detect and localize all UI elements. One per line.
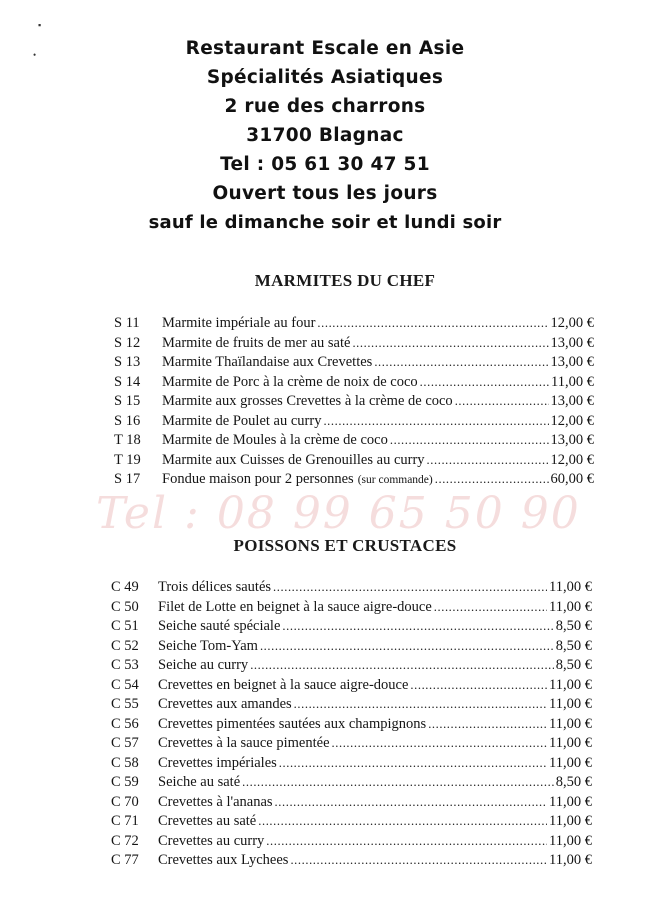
menu-item xyxy=(111,617,592,637)
dot-leader xyxy=(390,431,549,451)
dot-leader xyxy=(279,754,547,774)
dot-leader xyxy=(317,314,548,334)
dot-leader xyxy=(273,578,547,598)
menu-item-name: Marmite de Moules à la crème de coco xyxy=(162,432,388,448)
menu-item-price: 13,00 € xyxy=(550,393,594,409)
menu-item-code: C 55 xyxy=(111,696,139,712)
menu-item-code: C 58 xyxy=(111,754,139,771)
menu-item xyxy=(111,676,592,696)
dot-leader xyxy=(410,676,547,696)
menu-item-price: 60,00 € xyxy=(550,471,594,487)
menu-item xyxy=(114,314,594,334)
scan-speck: ▪ xyxy=(38,20,42,30)
menu-item xyxy=(111,851,592,871)
menu-item xyxy=(114,392,594,412)
menu-item-price: 11,00 € xyxy=(549,832,592,849)
dot-leader xyxy=(434,598,547,618)
menu-item-code: C 52 xyxy=(111,637,139,654)
menu-item-name: Marmite de Porc à la crème de noix de coco xyxy=(162,373,418,390)
menu-item-name: Marmite de Poulet au curry xyxy=(162,412,322,429)
menu-item-name: Seiche au curry xyxy=(158,657,249,673)
section-title-poissons: POISSONS ET CRUSTACES xyxy=(233,536,457,555)
menu-item-name: Seiche sauté spéciale xyxy=(158,618,281,634)
menu-item-name: Crevettes impériales xyxy=(158,754,277,771)
restaurant-city: 31700 Blagnac xyxy=(246,125,404,146)
menu-item-name: Crevettes aux amandes xyxy=(158,696,292,712)
menu-item-code: C 77 xyxy=(111,852,139,868)
menu-item-code: C 50 xyxy=(111,598,139,615)
menu-item xyxy=(111,793,592,813)
menu-item xyxy=(111,598,592,618)
menu-item xyxy=(111,832,592,852)
menu-item-price: 11,00 € xyxy=(549,715,592,732)
menu-item-price: 8,50 € xyxy=(555,618,592,634)
menu-item-name: Marmite aux Cuisses de Grenouilles au curry xyxy=(162,451,425,468)
menu-item-code: S 13 xyxy=(114,354,141,370)
menu-item-code: T 18 xyxy=(114,432,141,448)
menu-item-note: (sur commande) xyxy=(357,474,433,486)
menu-item-price: 12,00 € xyxy=(550,315,594,331)
menu-item-name: Marmite impériale au four xyxy=(162,315,316,331)
menu-item-code: T 19 xyxy=(114,451,141,468)
dot-leader xyxy=(260,637,554,657)
menu-item-name: Crevettes pimentées sautées aux champignons xyxy=(158,715,427,732)
dot-leader xyxy=(420,373,549,393)
menu-item xyxy=(111,773,592,793)
menu-item xyxy=(111,656,592,676)
menu-item-price: 11,00 € xyxy=(549,793,592,810)
menu-item-code: S 14 xyxy=(114,373,141,390)
dot-leader xyxy=(250,656,554,676)
menu-item-code: C 57 xyxy=(111,735,139,751)
menu-item-price: 11,00 € xyxy=(549,852,592,868)
menu-item-name: Trois délices sautés xyxy=(158,579,272,595)
menu-item-name: Crevettes au saté xyxy=(158,813,257,829)
menu-item-name: Marmite Thaïlandaise aux Crevettes xyxy=(162,354,373,370)
menu-item-code: C 49 xyxy=(111,579,139,595)
menu-item-price: 11,00 € xyxy=(549,579,592,595)
dot-leader xyxy=(455,392,549,412)
menu-item-name: Crevettes au curry xyxy=(158,832,265,849)
menu-item xyxy=(111,637,592,657)
menu-item-code: C 59 xyxy=(111,774,139,790)
watermark-phone: Tel : 08 99 65 50 90 xyxy=(96,488,581,539)
menu-item-code: C 71 xyxy=(111,813,139,829)
menu-item-code: S 17 xyxy=(114,471,141,487)
menu-item-code: C 54 xyxy=(111,676,139,693)
menu-item xyxy=(111,578,592,598)
dot-leader xyxy=(323,412,548,432)
menu-item-code: C 51 xyxy=(111,618,139,634)
menu-item-price: 11,00 € xyxy=(549,735,592,751)
dot-leader xyxy=(332,734,548,754)
menu-item-price: 12,00 € xyxy=(550,451,594,468)
menu-item-name: Marmite aux grosses Crevettes à la crème de coco xyxy=(162,393,453,409)
menu-item xyxy=(114,353,594,373)
dot-leader xyxy=(435,470,549,490)
menu-item xyxy=(111,715,592,735)
menu-item-code: S 11 xyxy=(114,315,140,331)
dot-leader xyxy=(427,451,549,471)
restaurant-header xyxy=(0,34,650,237)
menu-item xyxy=(111,734,592,754)
section-title-marmites: MARMITES DU CHEF xyxy=(254,271,436,290)
menu-item xyxy=(114,470,594,490)
menu-item-name: Fondue maison pour 2 personnes xyxy=(162,471,354,487)
menu-item-code: C 56 xyxy=(111,715,139,732)
menu-item-code: C 72 xyxy=(111,832,139,849)
dot-leader xyxy=(275,793,547,813)
restaurant-phone: Tel : 05 61 30 47 51 xyxy=(220,154,430,175)
menu-item-price: 11,00 € xyxy=(549,598,592,615)
menu-item-price: 13,00 € xyxy=(550,354,594,370)
menu-item xyxy=(111,754,592,774)
menu-item-price: 11,00 € xyxy=(549,813,592,829)
menu-item-code: C 53 xyxy=(111,657,139,673)
menu-item-price: 8,50 € xyxy=(555,657,592,673)
restaurant-specialty: Spécialités Asiatiques xyxy=(206,67,444,88)
menu-item-price: 13,00 € xyxy=(550,334,594,351)
dot-leader xyxy=(374,353,548,373)
closing-days: sauf le dimanche soir et lundi soir xyxy=(148,212,502,233)
menu-item-price: 11,00 € xyxy=(549,754,592,771)
opening-days: Ouvert tous les jours xyxy=(212,183,438,204)
dot-leader xyxy=(258,812,547,832)
menu-item-code: S 12 xyxy=(114,334,141,351)
dot-leader xyxy=(290,851,547,871)
menu-item-name: Seiche Tom-Yam xyxy=(158,637,258,654)
menu-item xyxy=(114,431,594,451)
restaurant-name: Restaurant Escale en Asie xyxy=(185,38,465,59)
menu-item-name: Crevettes à l'ananas xyxy=(158,793,273,810)
dot-leader xyxy=(294,695,547,715)
menu-item-name: Seiche au saté xyxy=(158,774,241,790)
menu-item-price: 11,00 € xyxy=(549,696,592,712)
menu-item xyxy=(114,412,594,432)
menu-item-price: 8,50 € xyxy=(555,637,592,654)
dot-leader xyxy=(428,715,547,735)
menu-item xyxy=(114,451,594,471)
menu-item xyxy=(111,812,592,832)
menu-item-price: 8,50 € xyxy=(555,774,592,790)
dot-leader xyxy=(282,617,553,637)
menu-item-price: 13,00 € xyxy=(550,432,594,448)
menu-item-code: S 16 xyxy=(114,412,141,429)
menu-item-name: Crevettes en beignet à la sauce aigre-douce xyxy=(158,676,409,693)
menu-item-name: Crevettes à la sauce pimentée xyxy=(158,735,330,751)
menu-item xyxy=(114,334,594,354)
menu-item-price: 11,00 € xyxy=(551,373,594,390)
menu-item xyxy=(114,373,594,393)
dot-leader xyxy=(352,334,548,354)
menu-item-price: 11,00 € xyxy=(549,676,592,693)
dot-leader xyxy=(266,832,547,852)
menu-item-name: Filet de Lotte en beignet à la sauce aigre-douce xyxy=(158,598,432,615)
menu-item-code: S 15 xyxy=(114,393,141,409)
dot-leader xyxy=(242,773,554,793)
scan-speck: • xyxy=(33,50,37,60)
menu-item-name: Crevettes aux Lychees xyxy=(158,852,289,868)
restaurant-street: 2 rue des charrons xyxy=(224,96,426,117)
menu-item-price: 12,00 € xyxy=(550,412,594,429)
menu-item-name: Marmite de fruits de mer au saté xyxy=(162,334,351,351)
menu-item-code: C 70 xyxy=(111,793,139,810)
menu-item xyxy=(111,695,592,715)
